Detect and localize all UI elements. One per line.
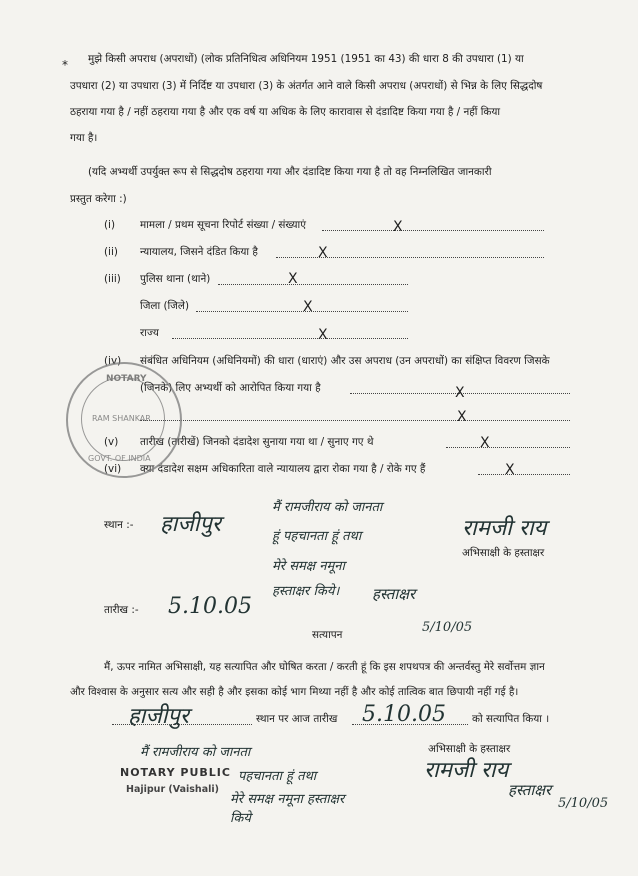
item-ii-label: न्यायालय, जिसने दंडित किया है bbox=[140, 246, 258, 258]
verify-date-line bbox=[352, 724, 468, 725]
item-iv-num: (iv) bbox=[104, 355, 122, 367]
item-vi-num: (vi) bbox=[104, 463, 122, 475]
intro-line-3: ठहराया गया है / नहीं ठहराया गया है और एक वर्ष या अधिक के लिए कारावास से दंडादिष्ट किया गया है / नहीं किया bbox=[70, 106, 501, 118]
item-v-label: तारीख (तारीखें) जिनको दंडादेश सुनाया गया था / सुनाए गए थे bbox=[140, 436, 374, 448]
item-i-num: (i) bbox=[104, 219, 115, 231]
deponent-signature: रामजी राय bbox=[462, 516, 547, 541]
item-iv-line-2: (जिनके) लिए अभ्यर्थी को आरोपित किया गया है bbox=[140, 382, 321, 394]
bottom-initial-date: 5/10/05 bbox=[558, 796, 609, 811]
bottom-hw-line-1: मैं रामजीराय को जानता bbox=[140, 745, 251, 760]
date-label: तारीख :- bbox=[104, 604, 139, 616]
item-iii-line bbox=[218, 284, 408, 285]
verify-date-handwritten: 5.10.05 bbox=[362, 702, 446, 727]
verify-end-text: को सत्यापित किया । bbox=[472, 713, 550, 725]
condition-line-1: (यदि अभ्यर्थी उपर्युक्त रूप से सिद्धदोष ठहराया गया और दंडादिष्ट किया गया है तो वह निम्नलिखित जानकारी bbox=[88, 166, 492, 178]
item-i-line bbox=[322, 230, 544, 231]
item-iv-mark-2: X bbox=[457, 409, 467, 425]
item-iii-label: पुलिस थाना (थाने) bbox=[140, 273, 211, 285]
district-mark: X bbox=[303, 299, 313, 315]
verify-mid-text: स्थान पर आज तारीख bbox=[256, 713, 338, 725]
hw-statement-line-1: मैं रामजीराय को जानता bbox=[272, 500, 383, 515]
margin-mark: * bbox=[62, 58, 68, 72]
item-i-mark: X bbox=[393, 219, 403, 235]
seal-text-mid: RAM SHANKAR bbox=[92, 414, 151, 423]
intro-line-4: गया है। bbox=[70, 132, 98, 144]
district-line bbox=[196, 311, 408, 312]
item-iii-mark: X bbox=[288, 271, 298, 287]
intro-line-2: उपधारा (2) या उपधारा (3) में निर्दिष्ट या उपधारा (3) के अंतर्गत आने वाले किसी अपराध (अपराधों) से भिन्न के लिए सिद्धदोष bbox=[70, 80, 543, 92]
item-ii-line bbox=[276, 257, 544, 258]
bottom-sig-label: अभिसाक्षी के हस्ताक्षर bbox=[428, 743, 511, 755]
hw-statement-line-4: हस्ताक्षर किये। bbox=[272, 584, 340, 599]
bottom-signature: रामजी राय bbox=[424, 758, 509, 783]
intro-line-1: मुझे किसी अपराध (अपराधों) (लोक प्रतिनिधित्व अधिनियम 1951 (1951 का 43) की धारा 8 की उपधारा (1) या bbox=[88, 53, 524, 65]
item-v-line bbox=[446, 447, 570, 448]
place-handwritten: हाजीपुर bbox=[160, 512, 221, 537]
item-ii-num: (ii) bbox=[104, 246, 118, 258]
item-iv-line-b bbox=[140, 420, 570, 421]
seal-text-top: NOTARY bbox=[106, 374, 147, 384]
bottom-hw-line-3: मेरे समक्ष नमूना हस्ताक्षर bbox=[230, 792, 345, 807]
verify-place-line bbox=[112, 724, 252, 725]
state-line bbox=[172, 338, 408, 339]
bottom-hw-line-2: पहचानता हूं तथा bbox=[238, 769, 317, 784]
notary-seal bbox=[66, 362, 182, 478]
hw-initial-date: 5/10/05 bbox=[422, 620, 473, 635]
hw-statement-line-2: हूं पहचानता हूं तथा bbox=[272, 529, 362, 544]
date-handwritten: 5.10.05 bbox=[168, 594, 252, 619]
state-label: राज्य bbox=[140, 327, 159, 339]
seal-text-bottom: GOVT. OF INDIA bbox=[88, 454, 151, 463]
item-iv-line-1: संबंधित अधिनियम (अधिनियमों) की धारा (धाराएं) और उस अपराध (उन अपराधों) का संक्षिप्त विवरण जिसके bbox=[140, 355, 550, 367]
item-v-mark: X bbox=[480, 435, 490, 451]
verification-heading: सत्यापन bbox=[312, 629, 343, 641]
verification-line-2: और विश्वास के अनुसार सत्य और सही है और इसका कोई भाग मिथ्या नहीं है और कोई तात्विक बात छिपायी नहीं गई है। bbox=[70, 686, 519, 698]
district-label: जिला (जिले) bbox=[140, 300, 189, 312]
item-v-num: (v) bbox=[104, 436, 119, 448]
item-vi-mark: X bbox=[505, 462, 515, 478]
item-iii-num: (iii) bbox=[104, 273, 121, 285]
item-ii-mark: X bbox=[318, 245, 328, 261]
item-vi-line bbox=[478, 474, 570, 475]
verify-place-handwritten: हाजीपुर bbox=[128, 704, 189, 729]
bottom-hw-line-4: किये bbox=[230, 811, 251, 826]
condition-line-2: प्रस्तुत करेगा :) bbox=[70, 193, 127, 205]
item-iv-mark-1: X bbox=[455, 385, 465, 401]
place-label: स्थान :- bbox=[104, 519, 134, 531]
notary-stamp-line-1: NOTARY PUBLIC bbox=[120, 766, 231, 779]
hw-statement-line-3: मेरे समक्ष नमूना bbox=[272, 559, 345, 574]
item-i-label: मामला / प्रथम सूचना रिपोर्ट संख्या / संख्याएं bbox=[140, 219, 306, 231]
item-vi-label: क्या दंडादेश सक्षम अधिकारिता वाले न्यायालय द्वारा रोका गया है / रोके गए हैं bbox=[140, 463, 426, 475]
deponent-signature-label: अभिसाक्षी के हस्ताक्षर bbox=[462, 547, 545, 559]
bottom-initial: हस्ताक्षर bbox=[508, 781, 552, 799]
hw-initial: हस्ताक्षर bbox=[372, 585, 416, 603]
state-mark: X bbox=[318, 327, 328, 343]
verification-line-1: मैं, ऊपर नामित अभिसाक्षी, यह सत्यापित और घोषित करता / करती हूं कि इस शपथपत्र की अन्तर्वस्तु मेरे सर्वोत्तम ज्ञान bbox=[104, 661, 545, 673]
notary-stamp-line-2: Hajipur (Vaishali) bbox=[126, 784, 219, 795]
